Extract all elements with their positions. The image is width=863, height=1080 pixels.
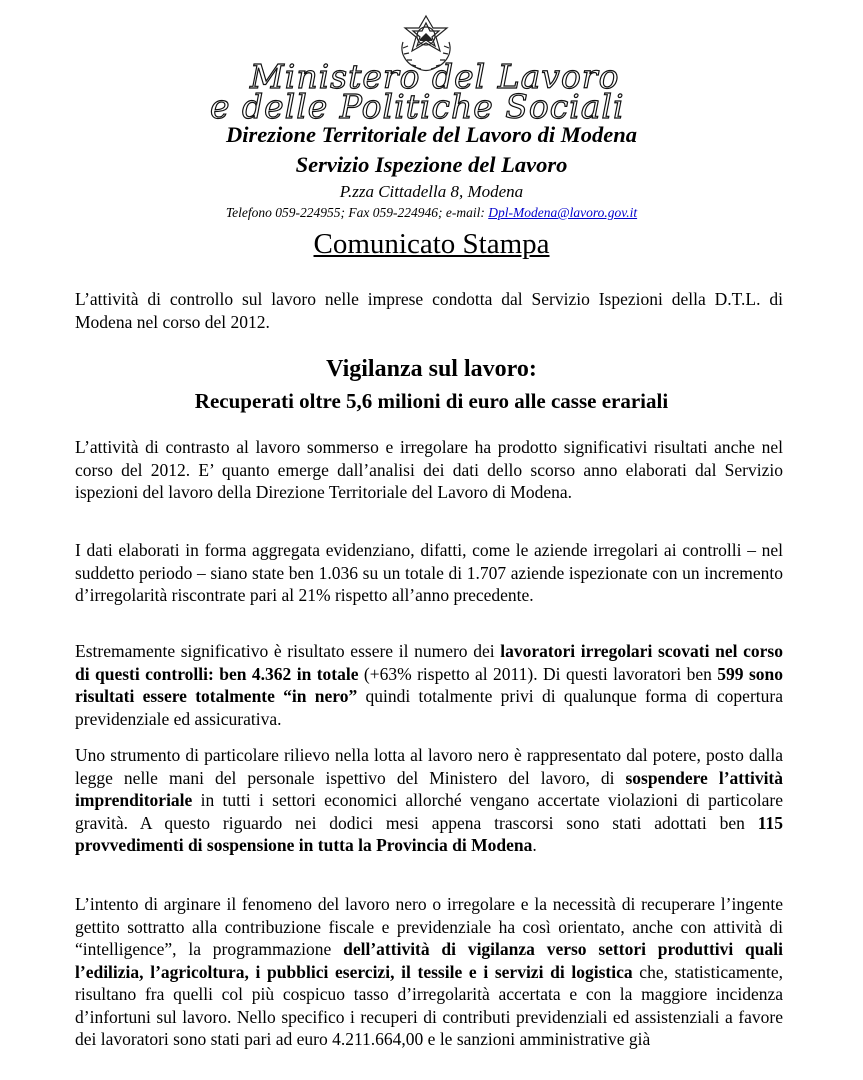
paragraph-4 xyxy=(75,744,783,857)
ministry-script-logo xyxy=(210,57,680,126)
ministry-line-1: Ministero del Lavoro xyxy=(250,57,620,96)
document-title: Comunicato Stampa xyxy=(313,228,550,260)
paragraph-3-text-2: (+63% rispetto al 2011). Di questi lavoratori ben xyxy=(358,663,718,684)
service-heading: Servizio Ispezione del Lavoro xyxy=(295,152,568,177)
paragraph-4-text-1: Uno strumento di particolare rilievo nella lotta al lavoro nero è rappresentato dal potere, posto dalla legge nelle mani del personale ispettivo del Ministero del lavoro, di xyxy=(75,745,783,788)
paragraph-5 xyxy=(75,893,783,1051)
headline-secondary: Recuperati oltre 5,6 milioni di euro alle casse erariali xyxy=(194,389,669,413)
contact-line xyxy=(0,205,863,221)
intro-paragraph: L’attività di controllo sul lavoro nelle imprese condotta dal Servizio Ispezioni della D.T.L. di Modena nel corso del 2012. xyxy=(75,289,783,332)
paragraph-5-bold-1: dell’attività di vigilanza verso settori produttivi quali l’edilizia, l’agricoltura, i pubblici esercizi, il tessile e i servizi di logistica xyxy=(75,939,784,982)
paragraph-4-bold-2: 115 provvedimenti di sospensione in tutta la Provincia di Modena xyxy=(75,812,783,855)
ministry-line-2: e delle Politiche Sociali xyxy=(210,87,625,126)
paragraph-2: I dati elaborati in forma aggregata evidenziano, difatti, come le aziende irregolari ai controlli – nel suddetto periodo – siano state ben 1.036 su un totale di 1.707 aziende ispezionate con un incremento d’irregolarità riscontrate pari al 21% rispetto all’anno precedente. xyxy=(75,540,783,605)
paragraph-3-bold-1: lavoratori irregolari scovati nel corso di questi controlli: ben 4.362 in totale xyxy=(75,641,783,684)
address-line: P.zza Cittadella 8, Modena xyxy=(339,182,524,201)
paragraph-3-text-3: quindi totalmente privi di qualunque forma di copertura previdenziale ed assicurativa. xyxy=(75,686,783,729)
headline-primary: Vigilanza sul lavoro: xyxy=(326,356,537,382)
paragraph-3 xyxy=(75,640,783,730)
paragraph-3-text-1: Estremamente significativo è risultato essere il numero dei xyxy=(75,641,501,661)
email-link[interactable]: Dpl-Modena@lavoro.gov.it xyxy=(488,205,638,220)
paragraph-1: L’attività di contrasto al lavoro sommerso e irregolare ha prodotto significativi risultati anche nel corso del 2012. E’ quanto emerge dall’analisi dei dati dello scorso anno elaborati dal Servizio ispezioni del lavoro della Direzione Territoriale del Lavoro di Modena. xyxy=(75,437,783,502)
paragraph-4-text-3: . xyxy=(532,835,537,855)
contact-text: Telefono 059-224955; Fax 059-224946; e-mail: xyxy=(225,205,489,220)
paragraph-3-bold-2: 599 sono risultati essere totalmente “in nero” xyxy=(75,663,783,706)
paragraph-5-text-2: che, statisticamente, risultano fra quelli col più cospicuo tasso d’irregolarità accertata e con la maggiore incidenza d’infortuni sul lavoro. Nello specifico i recuperi di contributi previdenziali ed assistenziali a favore dei lavoratori sono stati pari ad euro 4.211.664,00 e le sanzioni amministrative già xyxy=(75,961,783,1049)
direction-heading: Direzione Territoriale del Lavoro di Modena xyxy=(225,122,638,147)
paragraph-4-text-2: in tutti i settori economici allorché vengano accertate violazioni di particolare gravità. A questo riguardo nei dodici mesi appena trascorsi sono stati adottati ben xyxy=(75,790,783,833)
paragraph-5-text-1: L’intento di arginare il fenomeno del lavoro nero o irregolare e la necessità di recuperare l’ingente gettito sottratto alla contribuzione fiscale e previdenziale ha così orientato, anche con attività di “intelligence”, la programmazione xyxy=(75,894,783,959)
paragraph-4-bold-1: sospendere l’attività imprenditoriale xyxy=(75,767,784,810)
